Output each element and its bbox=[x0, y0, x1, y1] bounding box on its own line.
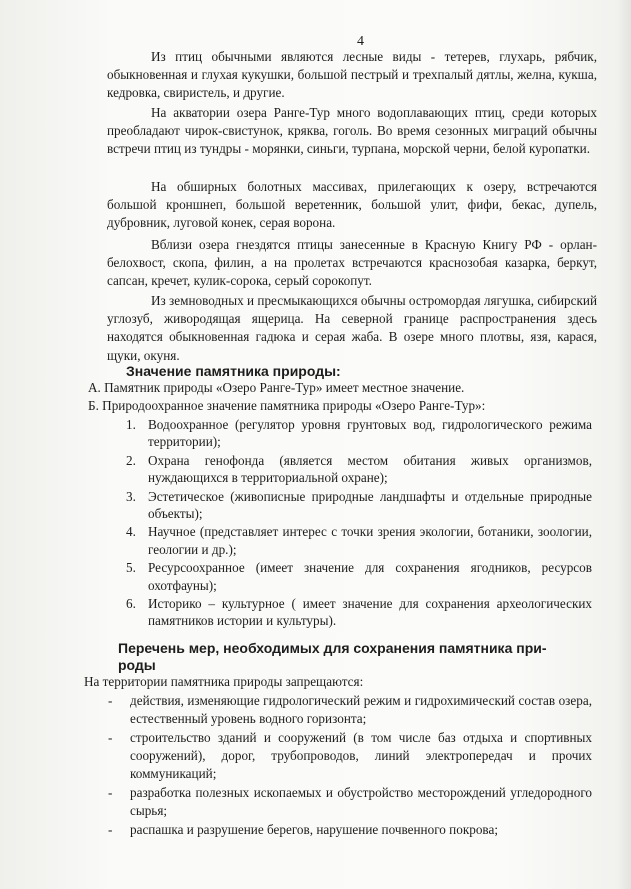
paragraph-birds-marsh: На обширных болотных массивах, прилегающих к озеру, встречаются большой кроншнеп, большой веретенник, большой улит, фифи, бекас, дупель, дубровник, луговой конек, серая ворона. bbox=[107, 179, 597, 231]
list-item-text: действия, изменяющие гидрологический режим и гидрохимический состав озера, естественный уровень водного горизонта; bbox=[130, 693, 592, 726]
list-item-text: строительство зданий и сооружений (в том числе баз отдыха и спортивных сооружений), дорог, трубопроводов, линий электропередач и прочих коммуникаций; bbox=[130, 730, 592, 781]
page-number: 4 bbox=[357, 34, 364, 49]
section-heading-significance: Значение памятника природы: bbox=[126, 363, 341, 379]
list-item-dash: - bbox=[108, 693, 113, 708]
list-item bbox=[108, 784, 592, 820]
list-item-number: 5. bbox=[126, 560, 136, 576]
section-heading-measures: Перечень мер, необходимых для сохранения памятника при- bbox=[118, 640, 547, 656]
list-item-text: Историко – культурное ( имеет значение для сохранения археологических памятников истории и культуры). bbox=[148, 596, 592, 629]
page-edge-shadow bbox=[617, 0, 631, 889]
list-item-dash: - bbox=[108, 785, 113, 800]
paragraph-birds-waterfowl: На акватории озера Ранге-Тур много водоплавающих птиц, среди которых преобладают чирок-свистунок, кряква, гоголь. Во время сезонных миграций обычны встречи птиц из тундры - морянки, синьги, турпана, морской черни, белой куропатки. bbox=[107, 105, 597, 157]
section-heading-measures-cont: роды bbox=[118, 657, 156, 673]
significance-line-b: Б. Природоохранное значение памятника природы «Озеро Ранге-Тур»: bbox=[88, 398, 486, 413]
list-item-text: Водоохранное (регулятор уровня грунтовых вод, гидрологического режима территории); bbox=[148, 417, 592, 450]
list-item-text: разработка полезных ископаемых и обустройство месторождений угледородного сырья; bbox=[130, 785, 592, 818]
prohibitions-list bbox=[108, 692, 592, 840]
list-item-text: распашка и разрушение берегов, нарушение почвенного покрова; bbox=[130, 822, 498, 837]
list-item-text: Охрана генофонда (является местом обитания живых организмов, нуждающихся в территориальной охране); bbox=[148, 452, 592, 486]
list-item-number: 2. bbox=[126, 452, 136, 468]
list-item bbox=[126, 523, 592, 558]
list-item-number: 1. bbox=[126, 417, 136, 432]
list-item bbox=[126, 488, 592, 523]
list-item-text: Ресурсоохранное (имеет значение для сохранения ягодников, ресурсов охотфауны); bbox=[148, 560, 592, 593]
list-item bbox=[126, 452, 592, 487]
list-item-text: Научное (представляет интерес с точки зрения экологии, ботаники, зоологии, геологии и др.); bbox=[148, 524, 592, 557]
list-item bbox=[126, 595, 592, 630]
significance-line-a: А. Памятник природы «Озеро Ранге-Тур» имеет местное значение. bbox=[88, 380, 465, 395]
paragraph-birds-forest: Из птиц обычными являются лесные виды - тетерев, глухарь, рябчик, обыкновенная и глухая кукушки, большой пестрый и трехпалый дятлы, желна, кукша, кедровка, свиристель, и другие. bbox=[107, 49, 597, 101]
list-item-text: Эстетическое (живописные природные ландшафты и отдельные природные объекты); bbox=[148, 488, 592, 522]
significance-list bbox=[126, 416, 592, 631]
list-item-number: 6. bbox=[126, 596, 136, 612]
list-item bbox=[108, 729, 592, 783]
list-item bbox=[108, 692, 592, 728]
list-item-dash: - bbox=[108, 822, 113, 837]
list-item-dash: - bbox=[108, 730, 113, 745]
list-item bbox=[108, 821, 592, 839]
list-item-number: 3. bbox=[126, 488, 136, 504]
paragraph-amphibians-fish: Из земноводных и пресмыкающихся обычны остромордая лягушка, сибирский углозуб, живородящая ящерица. На северной границе распространения здесь находятся обыкновенная гадюка и серая жаба. В озере много плотвы, язя, карася, щуки, окуня. bbox=[107, 293, 597, 363]
list-item-number: 4. bbox=[126, 524, 136, 540]
list-item bbox=[126, 559, 592, 594]
paragraph-red-book-birds: Вблизи озера гнездятся птицы занесенные в Красную Книгу РФ - орлан-белохвост, скопа, филин, а на пролетах встречаются краснозобая казарка, беркут, сапсан, кречет, кулик-сорока, серый сорокопут. bbox=[107, 237, 597, 289]
list-item bbox=[126, 416, 592, 451]
measures-intro: На территории памятника природы запрещаются: bbox=[84, 674, 364, 689]
